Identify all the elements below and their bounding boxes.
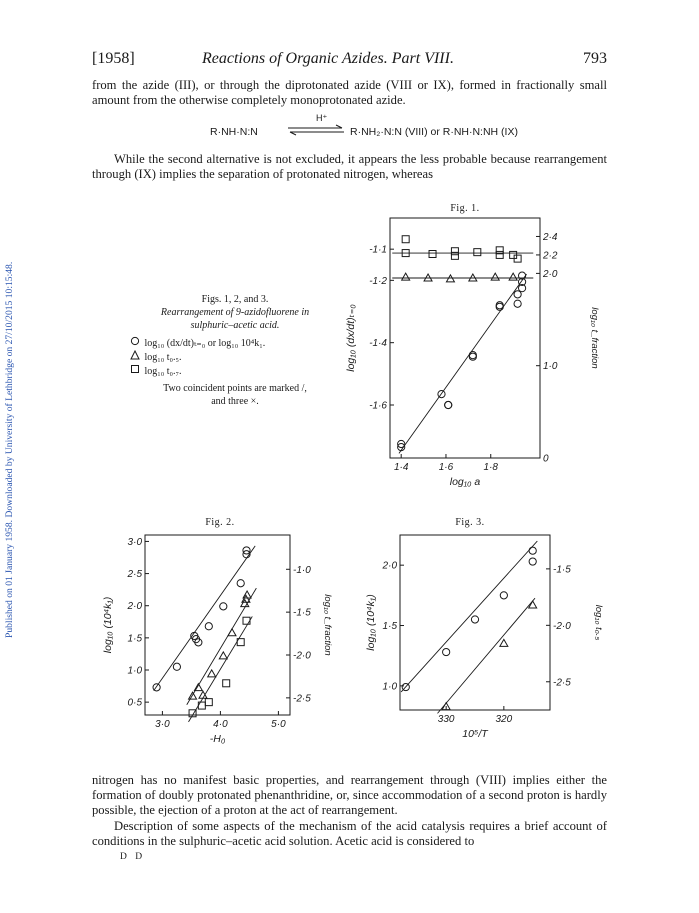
square-marker-icon [130,364,142,374]
page-number: 793 [583,50,607,67]
x-tick-label-1: 320 [495,714,513,725]
y-tick-label-0: 2·0 [382,560,397,572]
square-point [429,251,436,258]
circle-point [443,648,450,655]
y-tick-label-3: 1·5 [127,633,142,645]
equation-arrow-label: H⁺ [316,113,328,123]
x-tick-label-0: 1·4 [393,462,409,473]
figure-1-plot [330,212,610,502]
square-point [496,251,503,258]
running-header [92,50,607,72]
legend-item-triangle [130,350,340,364]
legend-title: Figs. 1, 2, and 3. [201,294,269,305]
circle-point [173,663,180,670]
triangle-point [219,652,227,659]
figure-3-plot [360,525,610,760]
circle-point [205,623,212,630]
x-tick-label-0: 3·0 [155,719,170,730]
circle-point [445,401,452,408]
plot-frame [400,535,550,710]
y2-tick-label-0: 2·4 [543,231,558,243]
legend-subtitle-2: sulphuric–acetic acid. [190,320,280,331]
x-axis-label: -H₀ [209,733,226,745]
triangle-marker-icon [130,350,142,360]
circle-point [529,547,536,554]
circle-point [220,603,227,610]
circle-marker-icon [130,336,142,346]
y-tick-label-1: 2·5 [127,569,142,581]
triangle-point [402,273,410,280]
y2-tick-label-1: -2·0 [553,620,571,632]
y-tick-label-5: 0·5 [127,697,142,709]
signature-mark: D D [120,852,146,862]
equation-right: R·NH₂·N:N (VIII) or R·NH·N:NH (IX) [350,126,518,138]
y-axis-label: log₁₀ (dx/dt)ₜ₌₀ [345,304,357,372]
y2-tick-label-2: -2·5 [553,677,571,689]
equation [92,113,607,142]
square-point [451,248,458,255]
triangle-point [424,274,432,281]
fit-line-0 [154,546,256,691]
fit-line-1 [187,588,257,705]
y2-tick-label-0: -1·5 [553,564,571,576]
y-tick-label-4: 1·0 [127,665,142,677]
y2-tick-label-0: -1·0 [293,564,311,576]
x-tick-label-1: 1·6 [438,462,454,473]
square-point [402,236,409,243]
y2-tick-label-3: -2·5 [293,693,311,705]
y-axis-label: log₁₀ (10⁴k₁) [365,594,377,651]
triangle-point [509,273,517,280]
circle-point [500,592,507,599]
legend-subtitle-1: Rearrangement of 9-azidofluorene in [160,307,310,318]
y2-tick-label-2: 2·0 [543,268,558,280]
y2-tick-label-2: -2·0 [293,650,311,662]
figure-2-plot [95,525,345,765]
plot-frame [145,535,290,715]
y-tick-label-2: 1·0 [382,681,397,693]
circle-point [237,580,244,587]
header-title: Reactions of Organic Azides. Part VIII. [202,50,454,67]
x-tick-label-2: 5·0 [271,719,286,730]
paragraph-3: nitrogen has no manifest basic properties, and rearrangement through (VIII) implies either the formation of doubly protonated phenanthridine, or, since accommodation of a second proton is hardly possible, the ejection of a proton at the act of rearrangement. [92,773,607,817]
triangle-point [491,273,499,280]
fit-line-0 [399,274,527,453]
y-tick-label-0: -1·1 [369,244,387,256]
x-tick-label-1: 4·0 [213,719,228,730]
square-point [243,617,250,624]
legend-item-triangle-text: log₁₀ t₀.₅. [144,352,182,363]
square-point [223,680,230,687]
triangle-point [500,639,508,646]
legend-item-square [130,364,340,378]
legend-item-circle-text: log₁₀ (dx/dt)ₜ₌₀ or log₁₀ 10⁴k₁. [144,338,266,349]
y-tick-label-0: 3·0 [127,536,142,548]
paragraph-1: from the azide (III), or through the diprotonated azide (VIII or IX), formed in fractionally small amount from the otherwise completely monoprotonated azide. [92,78,607,107]
y-axis-label: log₁₀ (10⁴k₁) [102,596,114,654]
figure-legend [130,293,340,408]
y2-axis-label: log₁₀ t₀.₅ [593,604,604,641]
x-tick-label-2: 1·8 [483,462,498,473]
y2-tick-label-1: -1·5 [293,607,311,619]
circle-point [514,300,521,307]
y-tick-label-2: -1·4 [369,338,387,350]
y-tick-label-3: -1·6 [369,400,387,412]
square-point [474,249,481,256]
fig1-label: Fig. 1. [450,203,480,214]
legend-note-2: and three ×. [211,396,259,407]
y-tick-label-2: 2·0 [127,601,142,613]
plot-frame [390,218,540,458]
legend-item-square-text: log₁₀ t₀.₇. [144,366,182,377]
x-axis-label: log₁₀ a [449,476,481,488]
y2-axis-label: log₁₀ t_fraction [589,307,600,369]
paragraph-2: While the second alternative is not excluded, it appears the less probable because rearrangement through (IX) implies the separation of protonated nitrogen, whereas [92,152,607,181]
y2-axis-label: log₁₀ t_fraction [322,594,333,656]
y2-tick-label-1: 2·2 [543,250,558,262]
circle-point [471,616,478,623]
y2-tick-label-4: 0 [543,453,549,465]
triangle-point [469,274,477,281]
square-point [205,699,212,706]
x-axis-label: 10⁵/T [462,728,488,740]
legend-note-1: Two coincident points are marked /, [163,383,307,394]
circle-point [529,558,536,565]
circle-point [153,684,160,691]
y-tick-label-1: 1·5 [382,621,397,633]
equation-left: R·NH·N:N [210,126,258,138]
equilibrium-arrow [286,124,346,136]
y2-tick-label-3: 1·0 [543,361,558,373]
legend-item-circle [130,336,340,350]
fig2-label: Fig. 2. [205,517,235,528]
fit-line-1 [438,598,536,713]
triangle-point [208,670,216,677]
x-tick-label-0: 330 [437,714,455,725]
fit-line-0 [401,541,537,692]
paragraph-4: Description of some aspects of the mechanism of the acid catalysis requires a brief account of conditions in the sulphuric–acetic acid solution. Acetic acid is considered to [92,819,607,848]
circle-point [514,291,521,298]
header-year: [1958] [92,50,135,67]
download-notice: Published on 01 January 1958. Downloaded by University of Lethbridge on 27/10/2015 10:15:48. [4,261,15,639]
y-tick-label-1: -1·2 [369,275,387,287]
fig3-label: Fig. 3. [455,517,485,528]
